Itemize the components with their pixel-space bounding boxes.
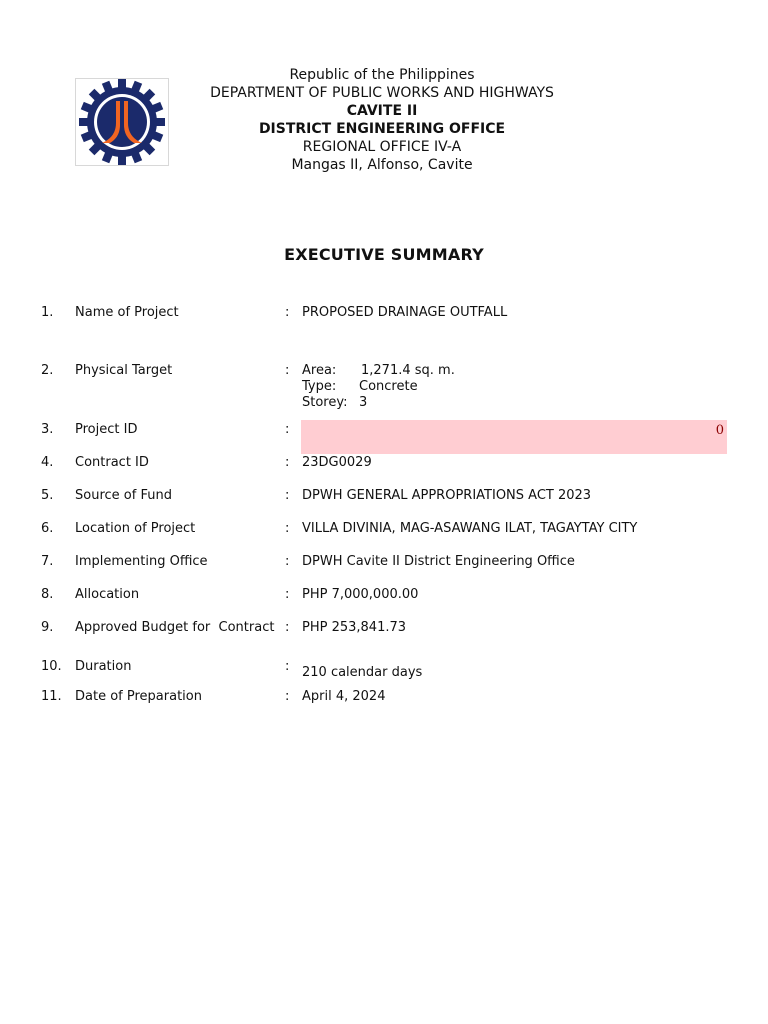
item-number: 6.: [41, 521, 54, 536]
item-colon: :: [285, 620, 290, 635]
item-number: 7.: [41, 554, 54, 569]
item-number: 3.: [41, 422, 54, 437]
item-number: 9.: [41, 620, 54, 635]
header-district: CAVITE II: [346, 103, 418, 119]
item-label: Allocation: [75, 587, 140, 602]
item-number: 5.: [41, 488, 54, 503]
item-colon: :: [285, 521, 290, 536]
item-colon: :: [285, 488, 290, 503]
item-label: Duration: [75, 659, 132, 674]
dpwh-logo-icon: [75, 78, 169, 166]
detail-value: Concrete: [359, 379, 418, 394]
project-id-value: 0: [715, 423, 724, 438]
physical-target-details: [302, 363, 455, 411]
item-number: 1.: [41, 305, 54, 320]
item-value: April 4, 2024: [302, 689, 386, 704]
item-number: 4.: [41, 455, 54, 470]
item-colon: :: [285, 455, 290, 470]
item-colon: :: [285, 305, 290, 320]
item-colon: :: [285, 422, 290, 437]
item-label: Project ID: [75, 422, 138, 437]
project-id-highlight: [301, 420, 727, 454]
item-label: Contract ID: [75, 455, 149, 470]
item-value: DPWH Cavite II District Engineering Office: [302, 554, 575, 569]
item-value: 23DG0029: [302, 455, 372, 470]
header-department: DEPARTMENT OF PUBLIC WORKS AND HIGHWAYS: [210, 85, 554, 101]
header-republic: Republic of the Philippines: [289, 67, 475, 83]
item-value: PHP 253,841.73: [302, 620, 407, 635]
item-number: 11.: [41, 689, 62, 704]
page-title: EXECUTIVE SUMMARY: [284, 245, 484, 264]
detail-area: [302, 363, 455, 379]
item-value: DPWH GENERAL APPROPRIATIONS ACT 2023: [302, 488, 592, 503]
item-label: Implementing Office: [75, 554, 208, 569]
item-value: PHP 7,000,000.00: [302, 587, 419, 602]
detail-type: [302, 379, 455, 395]
item-label: Physical Target: [75, 363, 173, 378]
detail-key: Storey:: [302, 395, 348, 410]
header-office: DISTRICT ENGINEERING OFFICE: [258, 121, 506, 137]
letterhead: [180, 66, 584, 174]
header-address: Mangas II, Alfonso, Cavite: [291, 157, 473, 173]
item-number: 8.: [41, 587, 54, 602]
item-colon: :: [285, 587, 290, 602]
item-label: Source of Fund: [75, 488, 172, 503]
detail-value: 3: [359, 395, 368, 410]
detail-key: Area:: [302, 363, 337, 378]
header-region: REGIONAL OFFICE IV-A: [302, 139, 462, 155]
item-label: Date of Preparation: [75, 689, 202, 704]
item-label: Approved Budget for Contract: [75, 620, 275, 635]
item-colon: :: [285, 554, 290, 569]
item-label: Location of Project: [75, 521, 196, 536]
item-colon: :: [285, 363, 290, 378]
item-value: PROPOSED DRAINAGE OUTFALL: [302, 305, 508, 320]
item-value: VILLA DIVINIA, MAG-ASAWANG ILAT, TAGAYTAY CITY: [302, 521, 638, 536]
detail-key: Type:: [302, 379, 337, 394]
item-colon: :: [285, 659, 290, 674]
item-number: 2.: [41, 363, 54, 378]
detail-value: 1,271.4 sq. m.: [361, 363, 455, 378]
item-colon: :: [285, 689, 290, 704]
item-number: 10.: [41, 659, 62, 674]
item-label: Name of Project: [75, 305, 179, 320]
item-value: 210 calendar days: [302, 665, 423, 680]
detail-storey: [302, 395, 455, 411]
